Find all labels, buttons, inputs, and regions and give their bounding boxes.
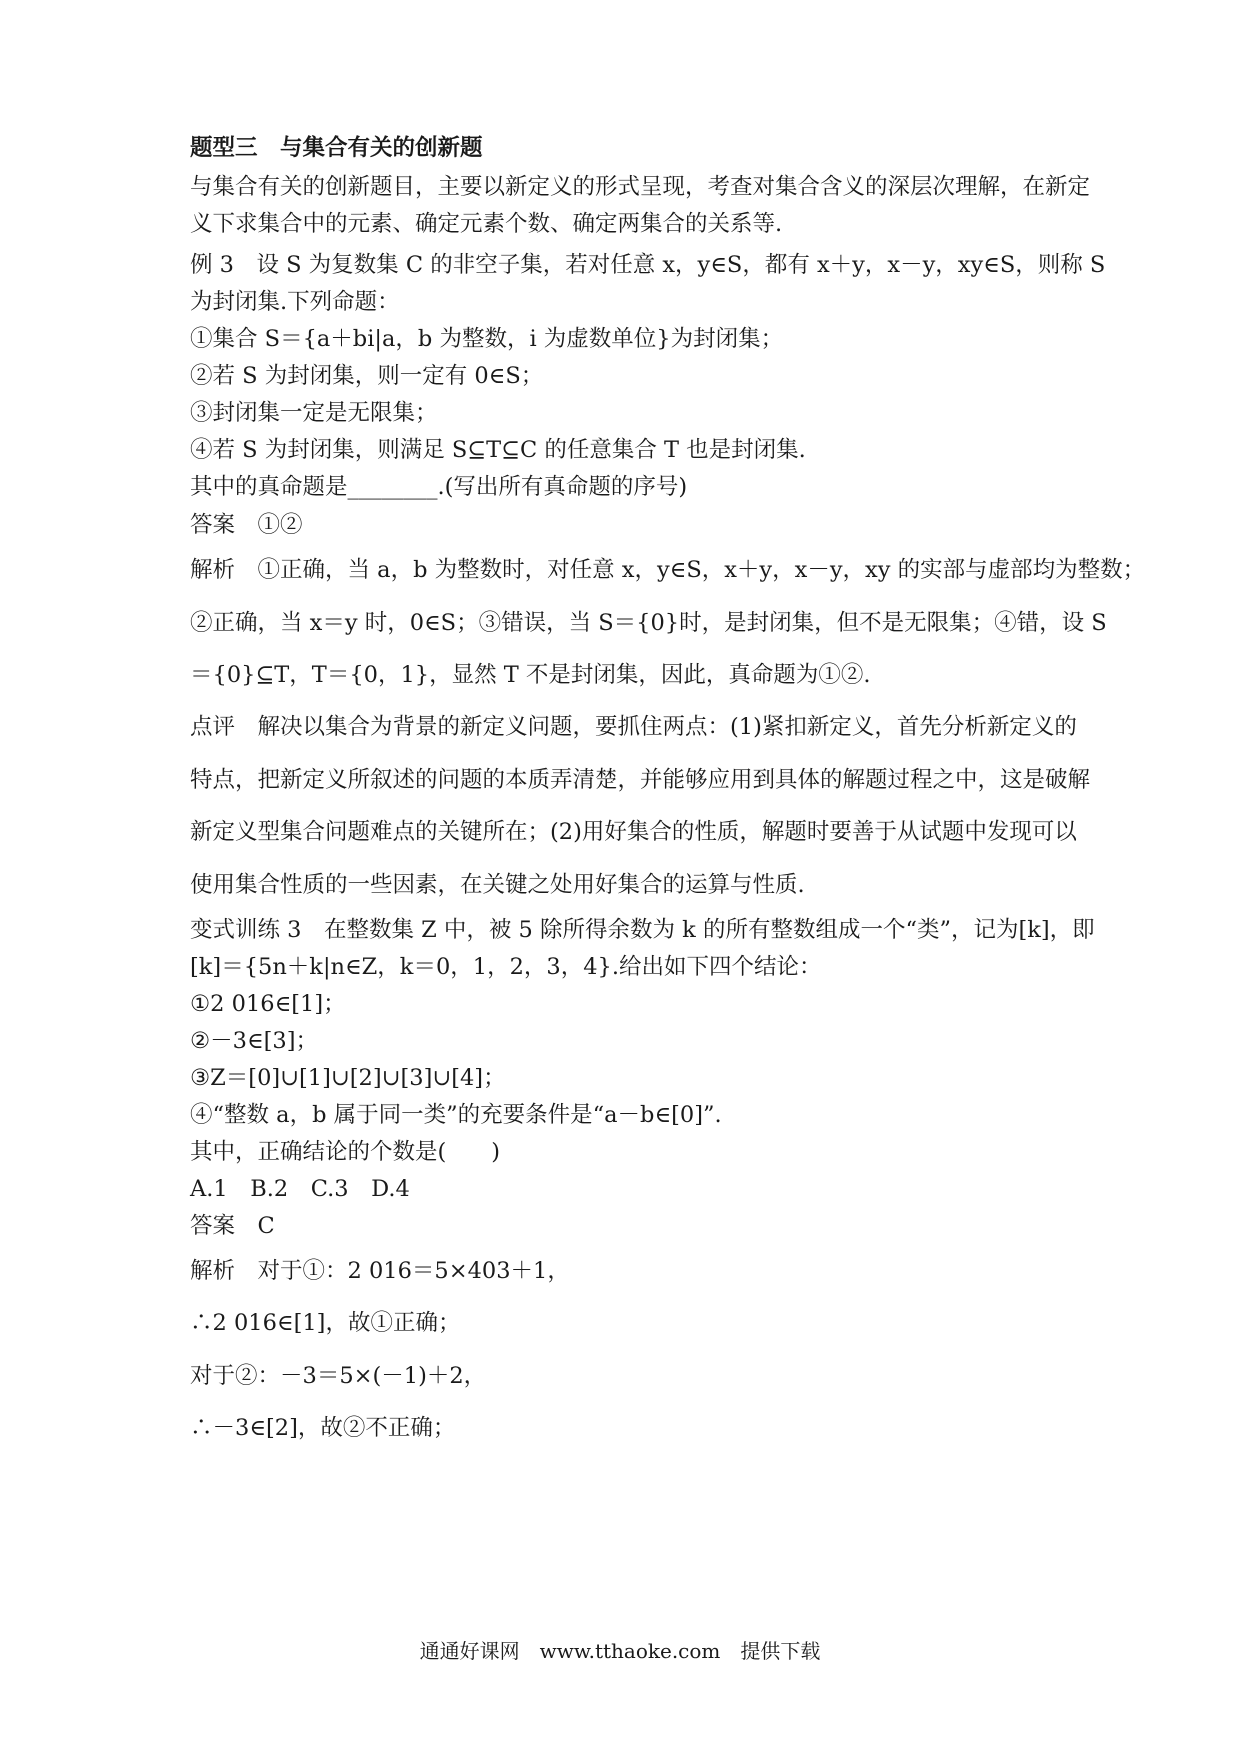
page-footer: 通通好课网 www.tthaoke.com 提供下载 [419, 1639, 821, 1663]
comment-line: 特点，把新定义所叙述的问题的本质弄清楚，并能够应用到具体的解题过程之中，这是破解 [190, 767, 1091, 793]
comment-line: 点评 解决以集合为背景的新定义问题，要抓住两点：(1)紧扣新定义，首先分析新定义的 [190, 714, 1077, 740]
variant-line: 变式训练 3 在整数集 Z 中，被 5 除所得余数为 k 的所有整数组成一个“类”，记为[k]，即 [190, 917, 1095, 943]
variant-line: 其中，正确结论的个数是( ) [190, 1139, 501, 1165]
example-line: ④若 S 为封闭集，则满足 S⊆T⊆C 的任意集合 T 也是封闭集. [190, 437, 806, 463]
variant-line: [k]＝{5n＋k|n∈Z，k＝0，1，2，3，4}.给出如下四个结论： [190, 954, 822, 980]
example-line: ③封闭集一定是无限集； [190, 400, 438, 426]
variant-answer: 答案 C [190, 1213, 275, 1239]
variant-analysis-line: 解析 对于①：2 016＝5×403＋1， [190, 1258, 570, 1284]
intro-line-2: 义下求集合中的元素、确定元素个数、确定两集合的关系等. [190, 211, 783, 237]
example-analysis-line: ＝{0}⊆T，T＝{0，1}，显然 T 不是封闭集，因此，真命题为①②. [190, 662, 871, 688]
variant-line: ②－3∈[3]； [190, 1028, 319, 1054]
example-line: ①集合 S＝{a＋bi|a，b 为整数，i 为虚数单位}为封闭集； [190, 326, 784, 352]
variant-analysis-line: 对于②：－3＝5×(－1)＋2， [190, 1363, 487, 1389]
example-line: ②若 S 为封闭集，则一定有 0∈S； [190, 363, 544, 389]
example-line: 例 3 设 S 为复数集 C 的非空子集，若对任意 x，y∈S，都有 x＋y，x－y，xy∈S，则称 S [190, 252, 1106, 278]
comment-line: 新定义型集合问题难点的关键所在；(2)用好集合的性质，解题时要善于从试题中发现可以 [190, 819, 1077, 845]
variant-line: ④“整数 a，b 属于同一类”的充要条件是“a－b∈[0]”. [190, 1102, 722, 1128]
comment-line: 使用集合性质的一些因素，在关键之处用好集合的运算与性质. [190, 872, 805, 898]
variant-options: A.1 B.2 C.3 D.4 [190, 1176, 410, 1202]
variant-line: ①2 016∈[1]； [190, 991, 346, 1017]
variant-line: ③Z＝[0]∪[1]∪[2]∪[3]∪[4]； [190, 1065, 506, 1091]
intro-line-1: 与集合有关的创新题目，主要以新定义的形式呈现，考查对集合含义的深层次理解，在新定 [190, 174, 1091, 200]
section-title: 题型三 与集合有关的创新题 [190, 135, 483, 161]
variant-analysis-line: ∴－3∈[2]，故②不正确； [190, 1415, 456, 1441]
example-line: 为封闭集.下列命题： [190, 289, 400, 315]
example-analysis-line: ②正确，当 x＝y 时，0∈S；③错误，当 S＝{0}时，是封闭集，但不是无限集；④错，设 S [190, 610, 1107, 636]
example-answer: 答案 ①② [190, 512, 303, 538]
example-analysis-line: 解析 ①正确，当 a，b 为整数时，对任意 x，y∈S，x＋y，x－y，xy 的实部与虚部均为整数； [190, 557, 1146, 583]
variant-analysis-line: ∴2 016∈[1]，故①正确； [190, 1310, 461, 1336]
example-line: 其中的真命题是________.(写出所有真命题的序号) [190, 474, 688, 500]
